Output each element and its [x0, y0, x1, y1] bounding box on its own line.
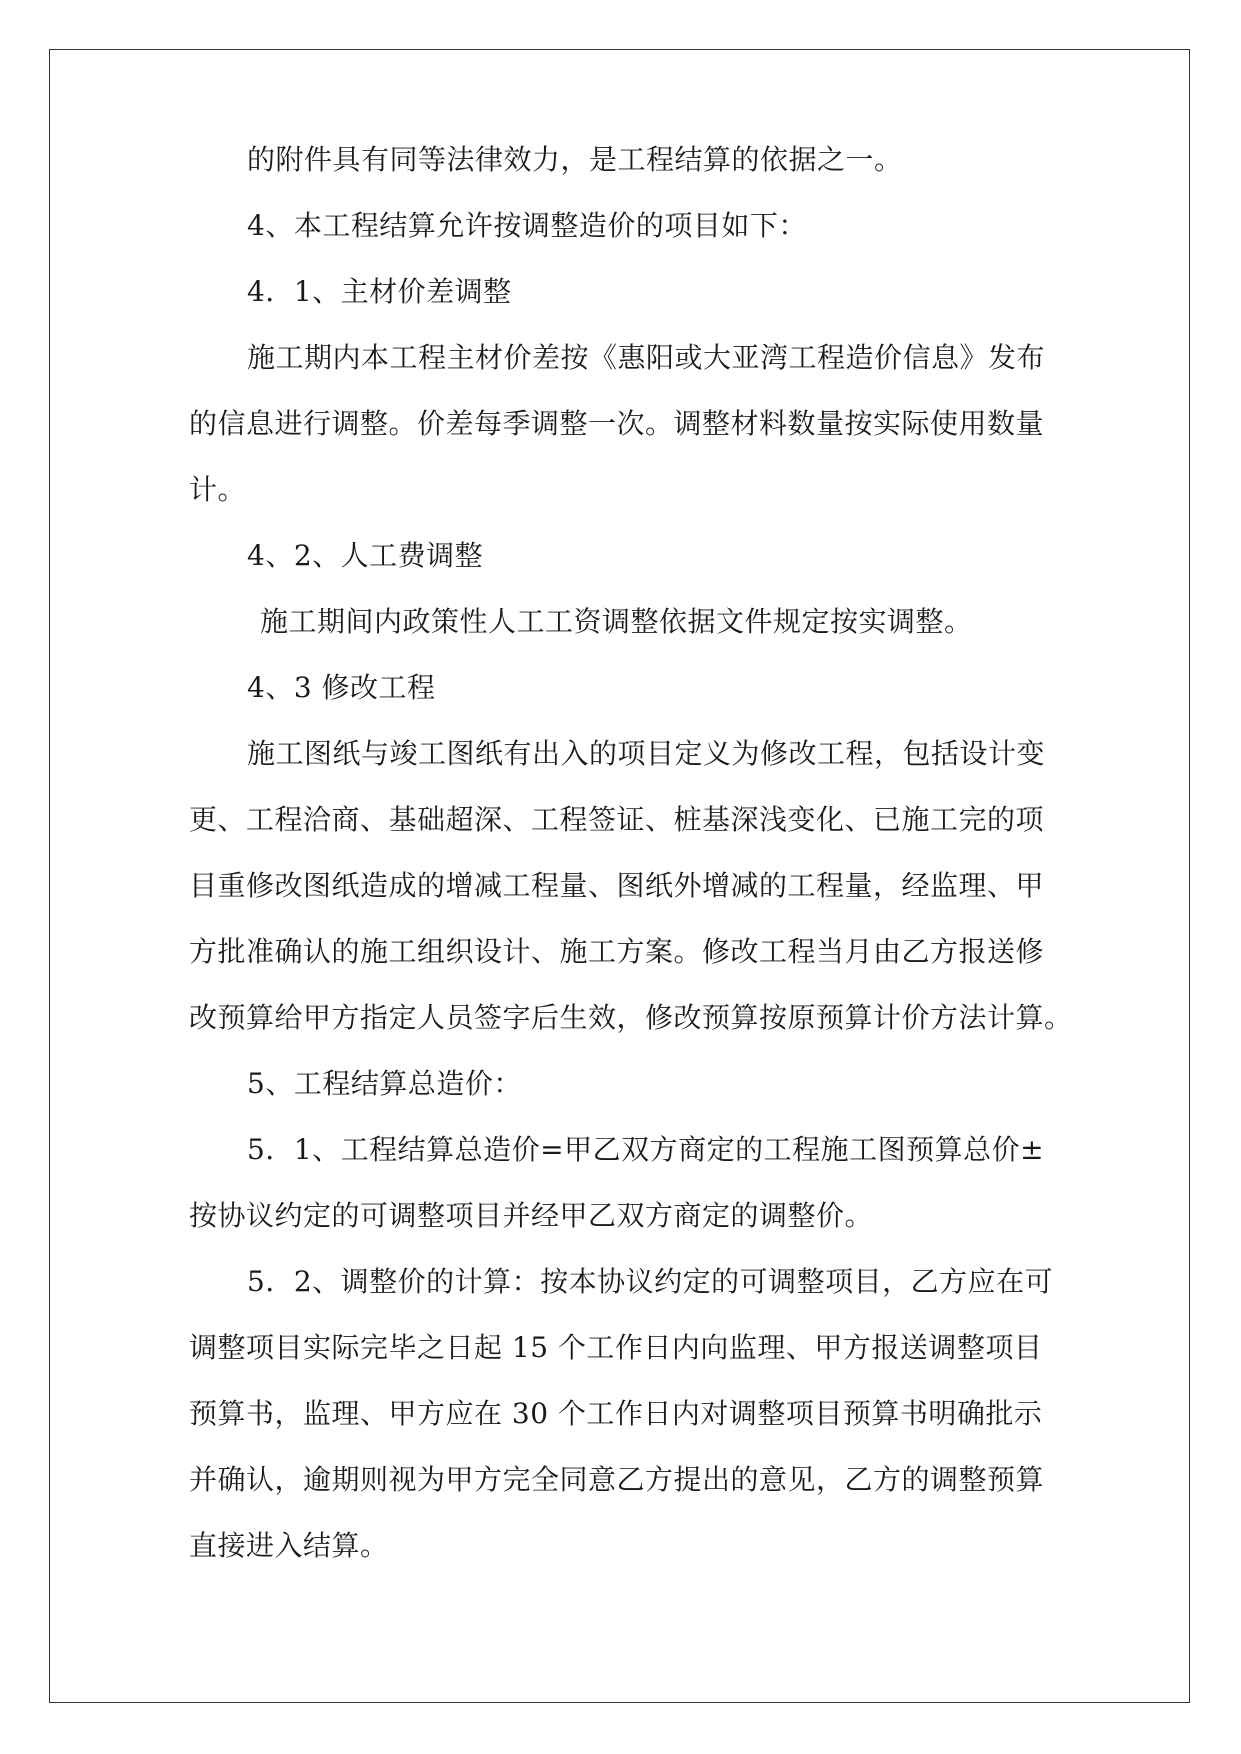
text-line: 施工期内本工程主材价差按《惠阳或大亚湾工程造价信息》发布 — [247, 341, 1046, 374]
text-line: 施工图纸与竣工图纸有出入的项目定义为修改工程，包括设计变 — [247, 737, 1046, 770]
text-line: 调整项目实际完毕之日起 15 个工作日内向监理、甲方报送调整项目 — [189, 1331, 1043, 1364]
text-line: 更、工程洽商、基础超深、工程签证、桩基深浅变化、已施工完的项 — [189, 803, 1045, 836]
text-line: 的附件具有同等法律效力，是工程结算的依据之一。 — [247, 143, 903, 176]
text-line: 4、3 修改工程 — [247, 671, 436, 704]
text-line: 目重修改图纸造成的增减工程量、图纸外增减的工程量，经监理、甲 — [189, 869, 1045, 902]
text-line: 5、工程结算总造价： — [247, 1067, 522, 1100]
text-line: 4、2、人工费调整 — [247, 539, 484, 572]
text-line: 5．1、工程结算总造价=甲乙双方商定的工程施工图预算总价± — [247, 1133, 1045, 1166]
text-line: 直接进入结算。 — [189, 1529, 389, 1562]
text-line: 按协议约定的可调整项目并经甲乙双方商定的调整价。 — [189, 1199, 874, 1232]
text-line: 的信息进行调整。价差每季调整一次。调整材料数量按实际使用数量 — [189, 407, 1045, 440]
text-line: 4、本工程结算允许按调整造价的项目如下： — [247, 209, 807, 242]
text-line: 5．2、调整价的计算：按本协议约定的可调整项目，乙方应在可 — [247, 1265, 1054, 1298]
text-line: 4．1、主材价差调整 — [247, 275, 512, 308]
text-line: 计。 — [189, 473, 247, 506]
text-line: 并确认，逾期则视为甲方完全同意乙方提出的意见，乙方的调整预算 — [189, 1463, 1045, 1496]
text-line: 施工期间内政策性人工工资调整依据文件规定按实调整。 — [260, 605, 973, 638]
text-line: 改预算给甲方指定人员签字后生效，修改预算按原预算计价方法计算。 — [189, 1001, 1073, 1034]
text-line: 方批准确认的施工组织设计、施工方案。修改工程当月由乙方报送修 — [189, 935, 1045, 968]
text-line: 预算书，监理、甲方应在 30 个工作日内对调整项目预算书明确批示 — [189, 1397, 1043, 1430]
